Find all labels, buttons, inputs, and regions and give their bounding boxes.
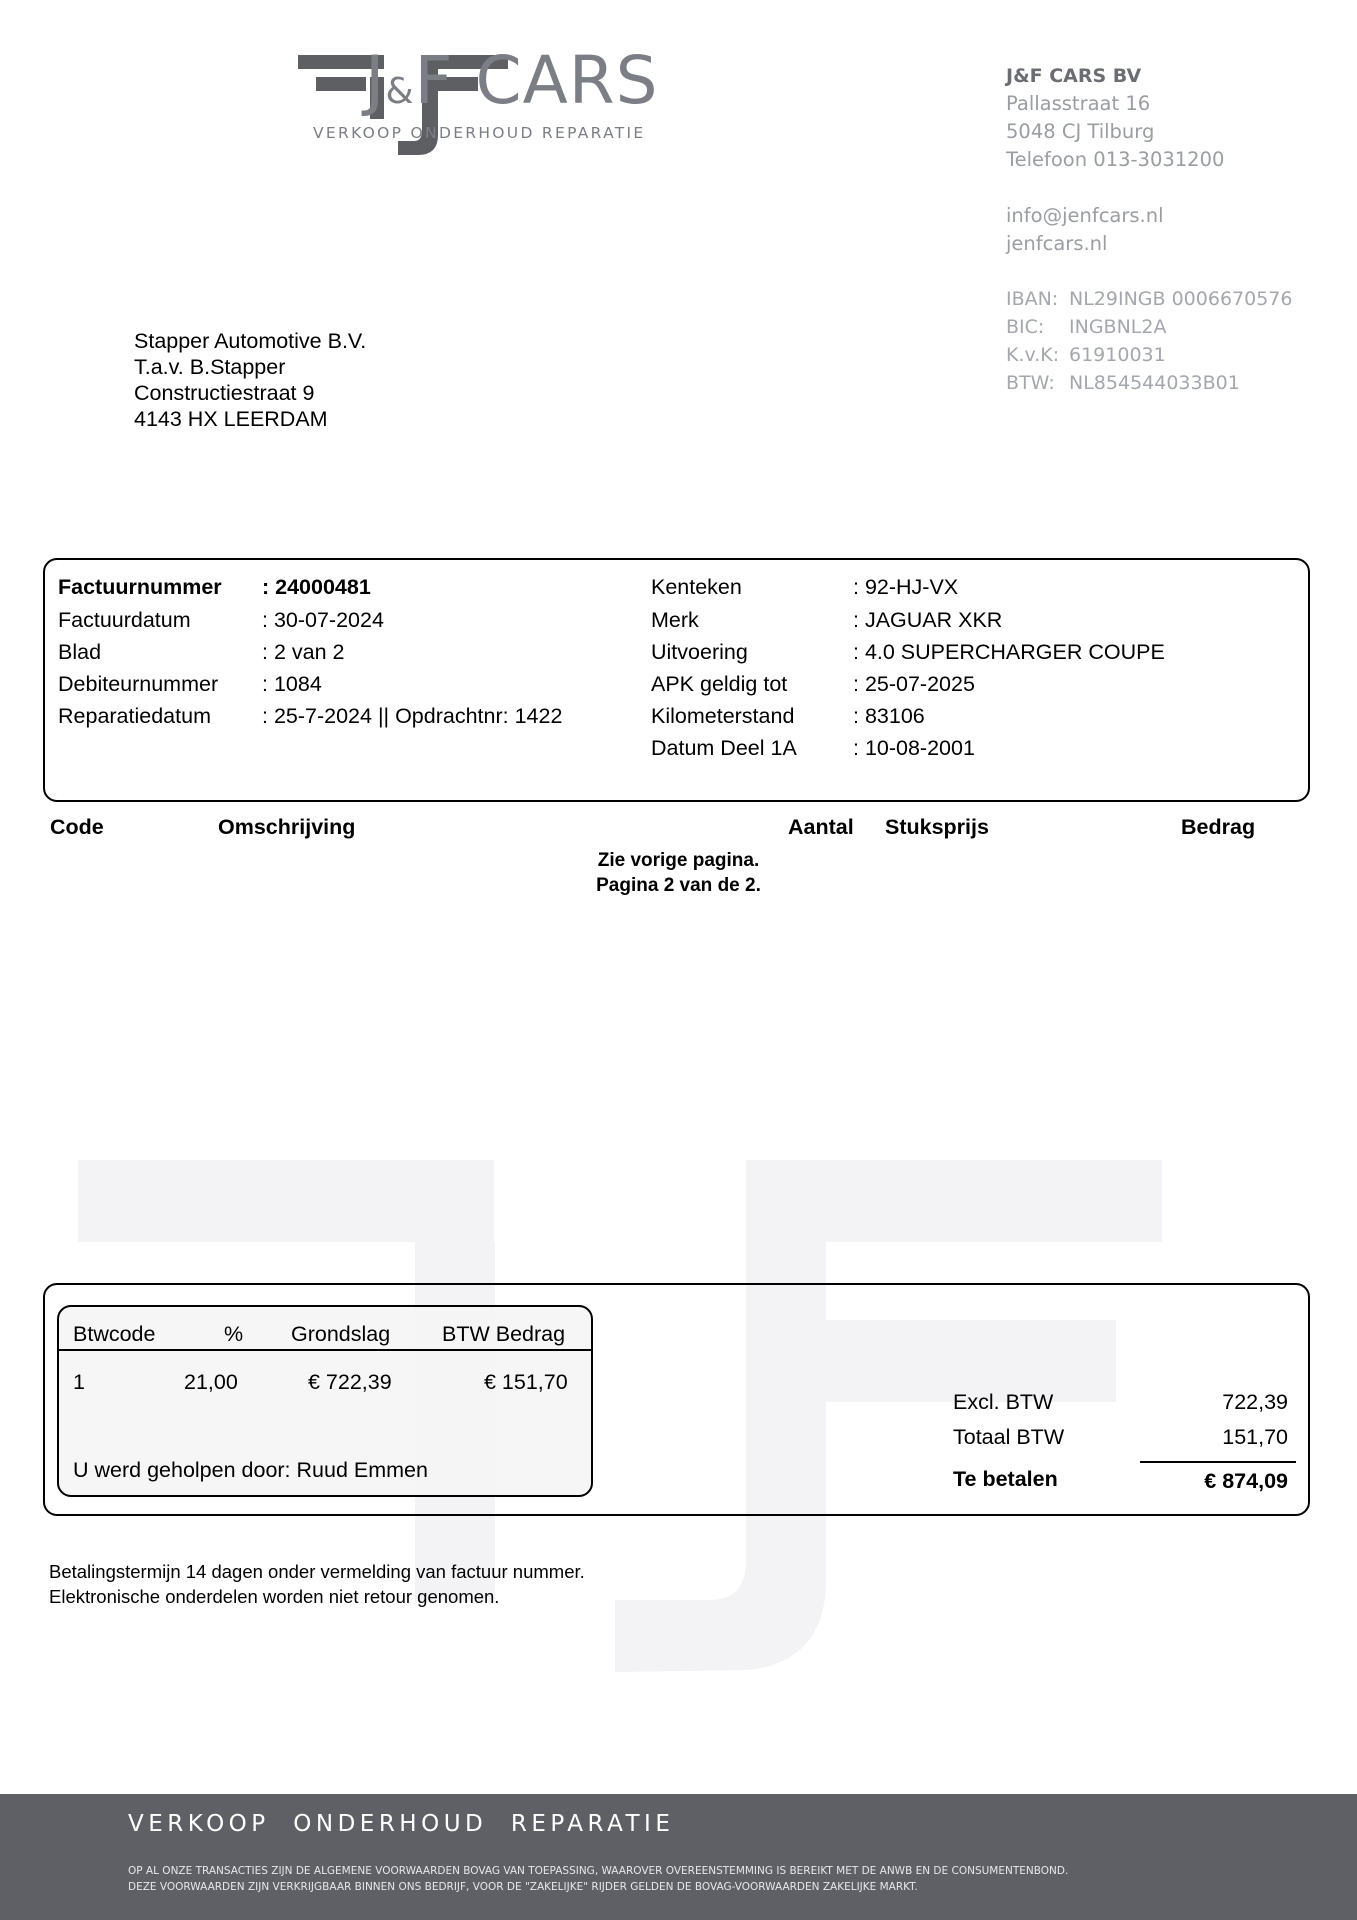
total-vat-value: 151,70: [1222, 1425, 1288, 1449]
footer-terms: OP AL ONZE TRANSACTIES ZIJN DE ALGEMENE VOORWAARDEN BOVAG VAN TOEPASSING, WAAROVER OVEREENSTEMMING IS BEREIKT MET DE ANWB EN DE CONSUMENTENBOND. DEZE VOORWAARDEN ZIJN VERKRIJGBAAR BINNEN ONS BEDRIJF, VOOR DE "ZAKELIJKE" RIJDER GELDEN DE BOVAG-VOORWAARDEN ZAKELIJKE MARKT.: [128, 1865, 1069, 1893]
bank-details: IBAN: NL29INGB 0006670576 BIC: INGBNL2A K.v.K: 61910031 BTW: NL854544033B01: [1006, 285, 1292, 397]
vat-row-percent: 21,00: [184, 1370, 238, 1394]
kvk-value: 61910031: [1069, 344, 1166, 366]
vat-row-code: 1: [73, 1370, 85, 1394]
payment-terms: Betalingstermijn 14 dagen onder vermelding van factuur nummer. Elektronische onderdelen worden niet retour genomen.: [49, 1561, 585, 1607]
company-street: Pallasstraat 16: [1006, 92, 1151, 115]
total-divider: [1140, 1461, 1296, 1463]
vat-header-amount: BTW Bedrag: [442, 1322, 566, 1346]
company-name: J&F CARS BV: [1006, 65, 1142, 87]
col-header-amount: Bedrag: [1181, 815, 1256, 839]
vat-row-base: € 722,39: [308, 1370, 392, 1394]
total-vat-label: Totaal BTW: [953, 1425, 1065, 1449]
excl-vat-label: Excl. BTW: [953, 1390, 1054, 1414]
amount-due-value: € 874,09: [1204, 1469, 1288, 1493]
bic-value: INGBNL2A: [1069, 316, 1167, 338]
company-website: jenfcars.nl: [1006, 232, 1108, 255]
vat-header-code: Btwcode: [73, 1322, 156, 1346]
col-header-description: Omschrijving: [218, 815, 356, 839]
company-phone: Telefoon 013-3031200: [1006, 148, 1225, 171]
col-header-unit-price: Stuksprijs: [885, 815, 989, 839]
brand-tagline: VERKOOP ONDERHOUD REPARATIE: [313, 124, 646, 142]
brand-name: J&F CARS: [365, 42, 659, 119]
amount-due-label: Te betalen: [953, 1467, 1058, 1491]
iban-value: NL29INGB 0006670576: [1069, 288, 1293, 310]
company-city: 5048 CJ Tilburg: [1006, 120, 1155, 143]
page-notice: Pagina 2 van de 2.: [596, 875, 761, 896]
previous-page-notice: Zie vorige pagina.: [597, 850, 760, 871]
company-info: [1006, 62, 1224, 258]
helped-by: U werd geholpen door: Ruud Emmen: [73, 1458, 428, 1482]
company-email: info@jenfcars.nl: [1006, 204, 1164, 227]
vat-header-base: Grondslag: [291, 1322, 391, 1346]
col-header-quantity: Aantal: [788, 815, 854, 839]
recipient-address: Stapper Automotive B.V. T.a.v. B.Stapper Constructiestraat 9 4143 HX LEERDAM: [134, 329, 367, 431]
excl-vat-value: 722,39: [1222, 1390, 1288, 1414]
vat-row-amount: € 151,70: [484, 1370, 568, 1394]
btw-value: NL854544033B01: [1069, 372, 1240, 394]
footer-tagline: VERKOOP ONDERHOUD REPARATIE: [128, 1811, 675, 1837]
vat-header-divider: [57, 1349, 593, 1351]
vat-header-percent: %: [224, 1322, 244, 1346]
col-header-code: Code: [50, 815, 104, 839]
